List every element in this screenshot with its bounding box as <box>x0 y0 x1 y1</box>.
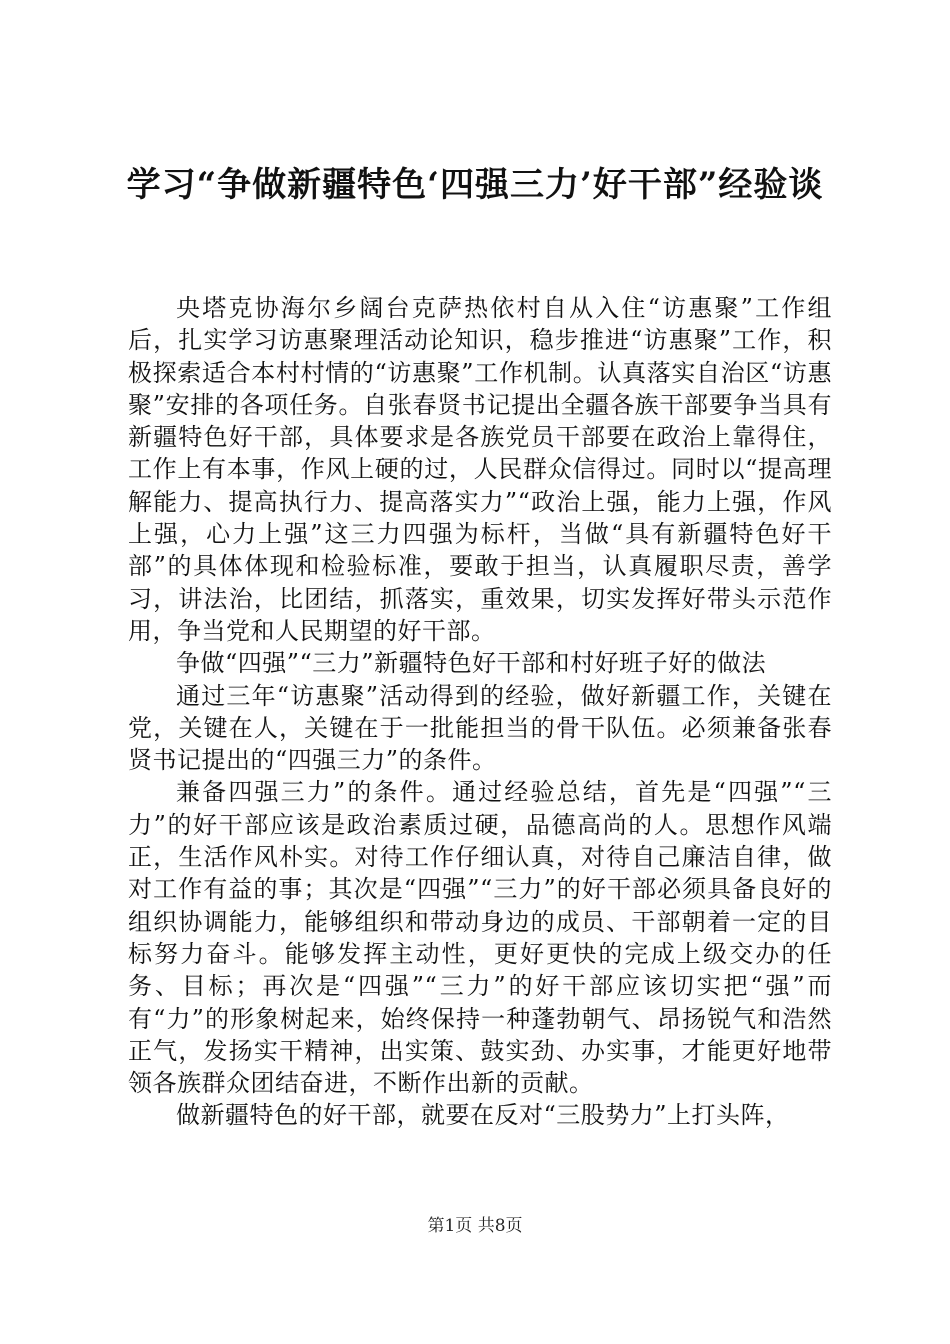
paragraph-4: 兼备四强三力”的条件。通过经验总结，首先是“四强”“三力”的好干部应该是政治素质过硬，品德高尚的人。思想作风端正，生活作风朴实。对待工作仔细认真，对待自己廉洁自律，做对工作有益的事；其次是“四强”“三力”的好干部必须具备良好的组织协调能力，能够组织和带动身边的成员、干部朝着一定的目标努力奋斗。能够发挥主动性，更好更快的完成上级交办的任务、目标；再次是“四强”“三力”的好干部应该切实把“强”而有“力”的形象树起来，始终保持一种蓬勃朝气、昂扬锐气和浩然正气，发扬实干精神，出实策、鼓实劲、办实事，才能更好地带领各族群众团结奋进，不断作出新的贡献。 <box>128 778 832 1098</box>
document-body <box>128 292 832 1132</box>
paragraph-3: 通过三年“访惠聚”活动得到的经验，做好新疆工作，关键在党，关键在人，关键在于一批能担当的骨干队伍。必须兼备张春贤书记提出的“四强三力”的条件。 <box>128 681 832 775</box>
paragraph-1: 央塔克协海尔乡阔台克萨热依村自从入住“访惠聚”工作组后，扎实学习访惠聚理活动论知识，稳步推进“访惠聚”工作，积极探索适合本村村情的“访惠聚”工作机制。认真落实自治区“访惠聚”安排的各项任务。自张春贤书记提出全疆各族干部要争当具有新疆特色好干部，具体要求是各族党员干部要在政治上靠得住，工作上有本事，作风上硬的过，人民群众信得过。同时以“提高理解能力、提高执行力、提高落实力”“政治上强，能力上强，作风上强，心力上强”这三力四强为标杆，当做“具有新疆特色好干部”的具体体现和检验标准，要敢于担当，认真履职尽责，善学习，讲法治，比团结，抓落实，重效果，切实发挥好带头示范作用，争当党和人民期望的好干部。 <box>128 294 832 645</box>
document-title: 学习“争做新疆特色‘四强三力’好干部”经验谈 <box>126 165 824 205</box>
paragraph-2: 争做“四强”“三力”新疆特色好干部和村好班子好的做法 <box>176 649 767 678</box>
page-number-footer: 第1页 共8页 <box>427 1216 523 1236</box>
paragraph-5: 做新疆特色的好干部，就要在反对“三股势力”上打头阵， <box>176 1101 790 1130</box>
